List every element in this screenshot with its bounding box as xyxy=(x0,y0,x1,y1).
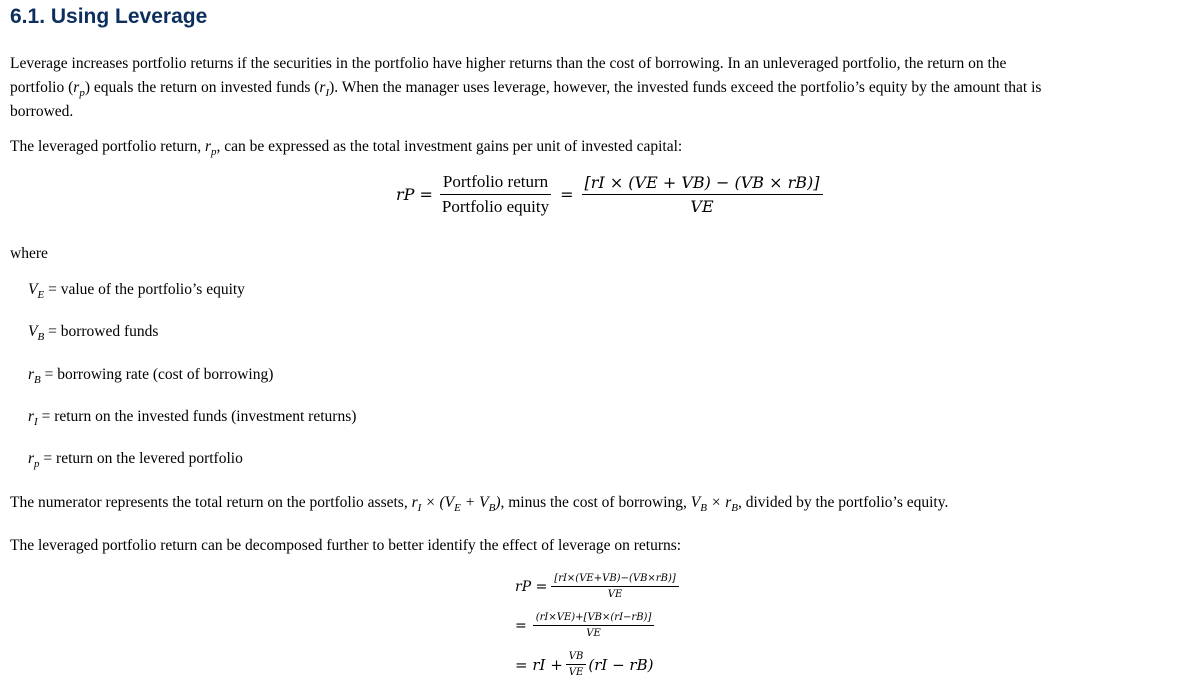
intro-text: ) equals the return on invested funds ( xyxy=(84,79,320,96)
def-subscript: B xyxy=(34,374,41,386)
fraction-row-1 xyxy=(551,573,678,600)
fraction-return-over-equity xyxy=(439,172,552,217)
formula-lhs: rP = xyxy=(396,185,433,204)
text: The leveraged portfolio return, xyxy=(10,138,205,155)
formula-decomposed-row-3 xyxy=(515,651,653,678)
decomposition-intro: The leveraged portfolio return can be decomposed further to better identify the effect of leverage on returns: xyxy=(10,537,682,554)
equals-sign: = xyxy=(515,617,527,634)
intro-line-2 xyxy=(10,76,1041,100)
text: , minus the cost of borrowing, xyxy=(500,494,691,511)
fraction-numerator: [rI × (VE + VB) − (VB × rB)] xyxy=(582,173,823,195)
equals-sign: = xyxy=(560,185,574,204)
section-heading: 6.1. Using Leverage xyxy=(10,5,208,28)
formula-tail: (rI − rB) xyxy=(588,655,654,674)
rp-symbol: $r_p$ xyxy=(73,79,85,99)
total-return-expression: $r_I \times (V_E + V_B)$ xyxy=(411,494,501,514)
definition-vb xyxy=(28,323,158,341)
rp-symbol: $r_p$ xyxy=(204,138,217,158)
fraction-denominator: Portfolio equity xyxy=(441,197,550,216)
definition-rb xyxy=(28,366,273,384)
def-text: = value of the portfolio’s equity xyxy=(44,281,245,298)
def-subscript: B xyxy=(37,331,45,343)
formula-prefix: = rI + xyxy=(515,655,563,674)
definition-ve xyxy=(28,281,245,299)
leveraged-return-line xyxy=(10,135,682,159)
def-text: = return on the invested funds (investment returns) xyxy=(37,408,357,425)
fraction-vb-over-ve xyxy=(566,651,587,678)
numerator-explanation xyxy=(10,491,948,515)
text: The numerator represents the total return on the portfolio assets, xyxy=(10,494,412,511)
text: , divided by the portfolio’s equity. xyxy=(737,494,949,511)
fraction-numerator: Portfolio return xyxy=(440,172,551,195)
borrowing-cost-expression: $V_B \times r_B$ xyxy=(690,494,738,514)
fraction-numerator: (rI×VE)+[VB×(rI−rB)] xyxy=(533,612,655,626)
intro-text: ). When the manager uses leverage, however, the invested funds exceed the portfolio’s equity by the amount that is xyxy=(329,79,1042,96)
formula-lhs: rP = xyxy=(515,578,548,595)
fraction-numerator: [rI×(VE+VB)−(VB×rB)] xyxy=(551,573,678,587)
def-subscript: E xyxy=(37,289,45,301)
def-subscript: p xyxy=(34,458,40,470)
def-symbol: V xyxy=(28,281,38,298)
intro-paragraph xyxy=(10,52,1041,124)
intro-line-3: borrowed. xyxy=(10,103,74,120)
formula-leveraged-return xyxy=(396,172,823,217)
def-text: = return on the levered portfolio xyxy=(39,450,243,467)
def-symbol: V xyxy=(28,323,38,340)
fraction-denominator: VE xyxy=(586,628,601,639)
def-symbol: r xyxy=(28,408,35,425)
formula-decomposed-row-1 xyxy=(515,573,679,600)
fraction-gains-over-equity xyxy=(582,173,823,216)
text: , can be expressed as the total investment gains per unit of invested capital: xyxy=(216,138,683,155)
fraction-denominator: VE xyxy=(607,589,623,600)
where-label: where xyxy=(10,245,48,262)
fraction-denominator: VE xyxy=(690,197,714,216)
intro-text: portfolio ( xyxy=(10,79,74,96)
def-text: = borrowed funds xyxy=(44,323,159,340)
intro-line-1: Leverage increases portfolio returns if the securities in the portfolio have higher returns than the cost of borrowing. In an unleveraged portfolio, the return on the xyxy=(10,55,1007,72)
definition-ri xyxy=(28,408,356,426)
def-text: = borrowing rate (cost of borrowing) xyxy=(40,366,274,383)
fraction-numerator: VB xyxy=(566,651,587,665)
definition-rp xyxy=(28,450,243,468)
fraction-row-2 xyxy=(533,612,655,639)
formula-decomposed-row-2 xyxy=(515,612,654,639)
def-symbol: r xyxy=(28,366,35,383)
fraction-denominator: VE xyxy=(568,667,584,678)
def-subscript: I xyxy=(34,416,38,428)
ri-symbol: $r_I$ xyxy=(319,79,330,99)
def-symbol: r xyxy=(28,450,35,467)
